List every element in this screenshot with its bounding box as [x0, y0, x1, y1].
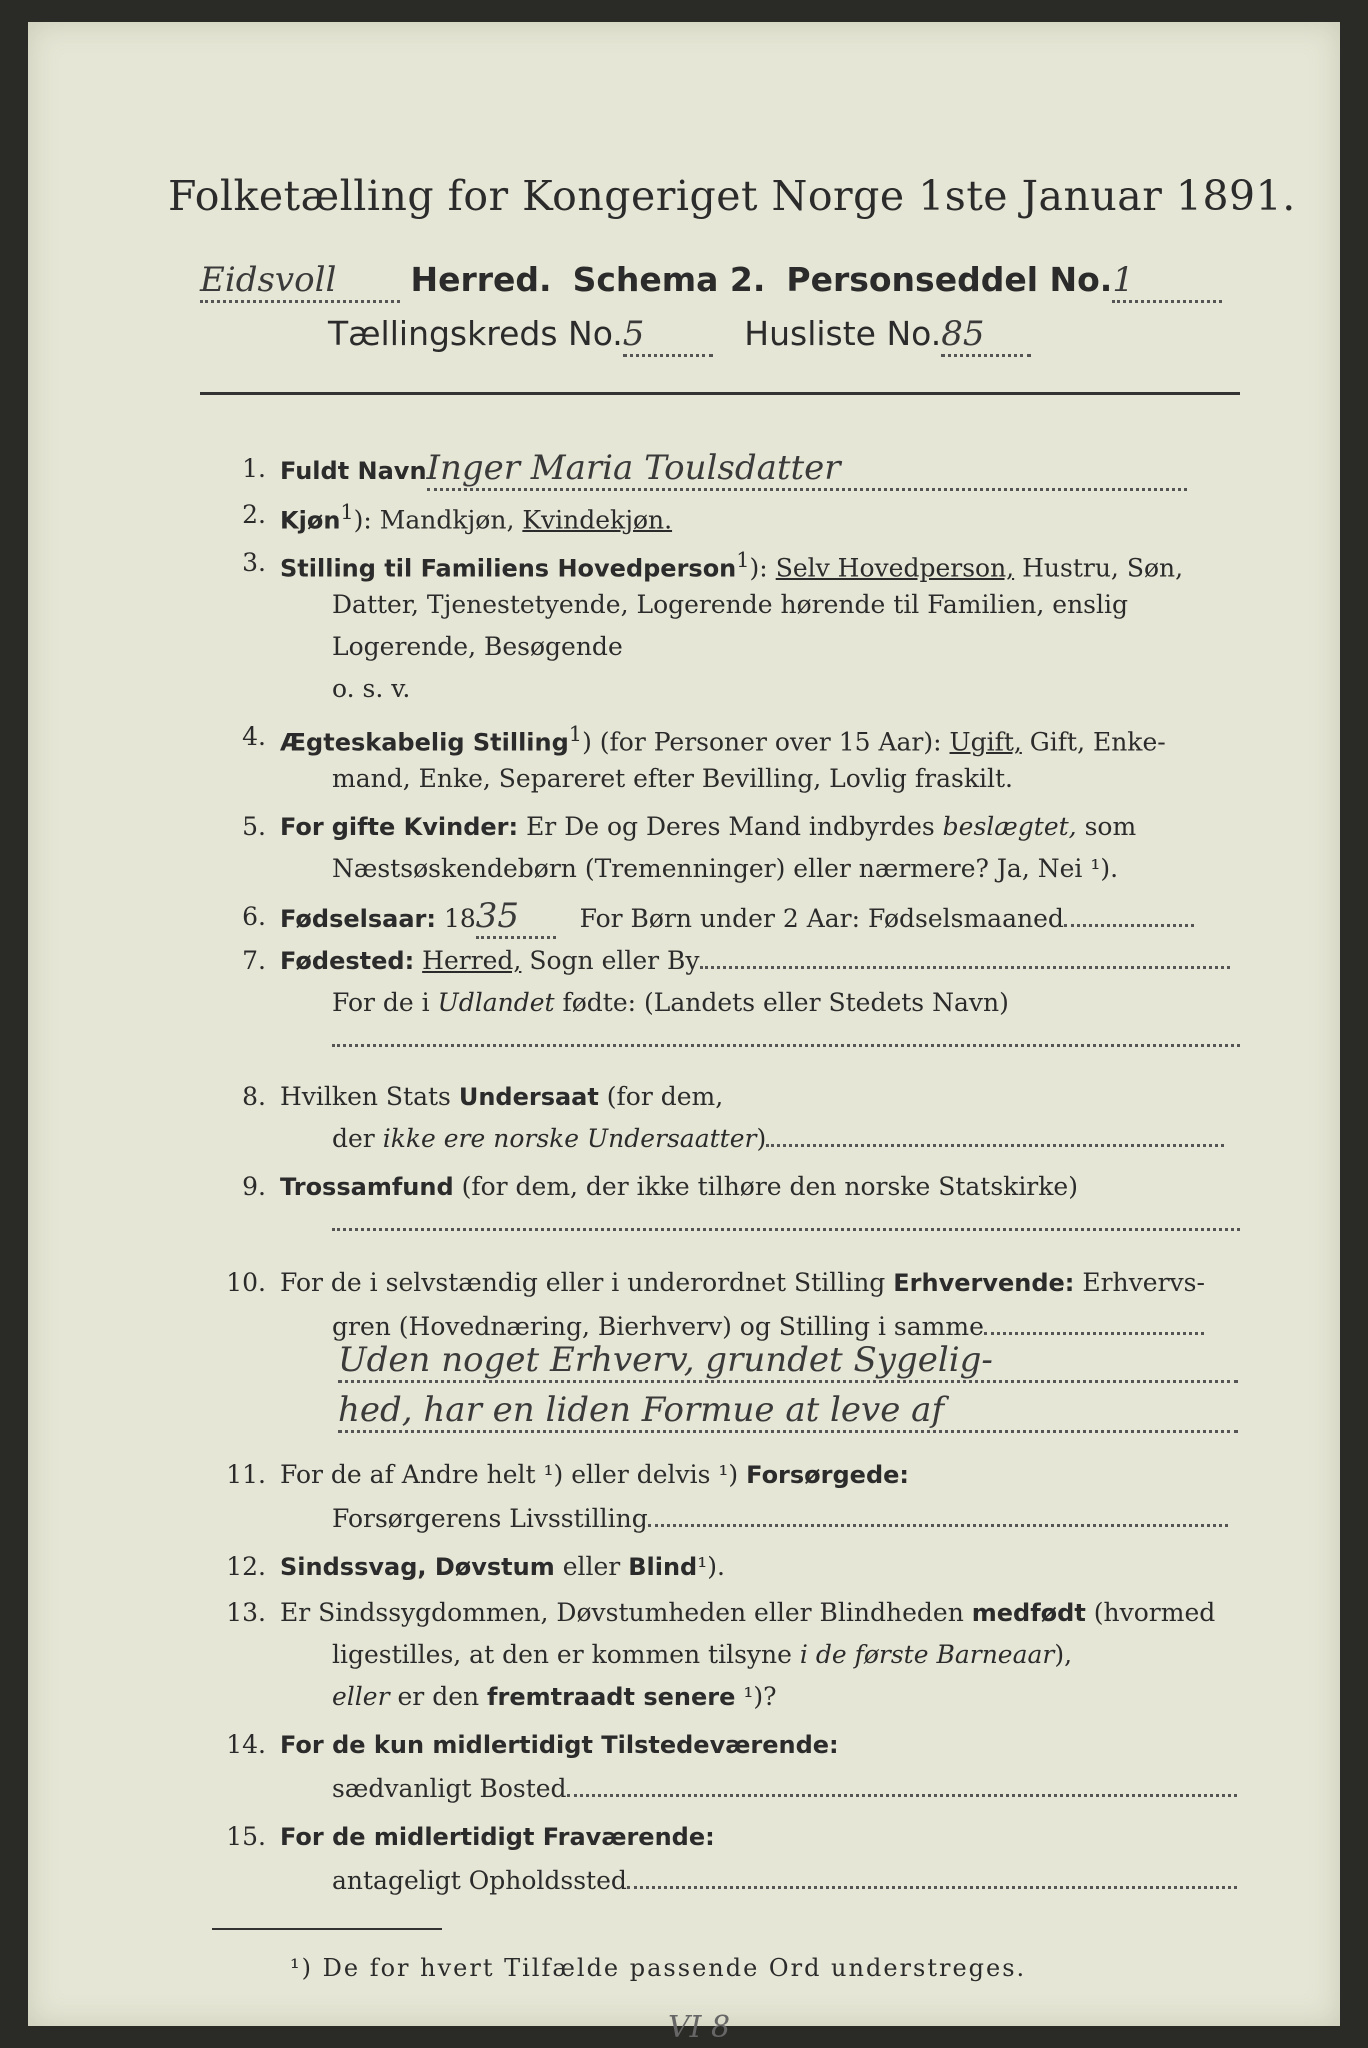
text: ):	[749, 553, 768, 583]
text: som	[1084, 812, 1137, 841]
label-fuldt-navn: Fuldt Navn	[280, 457, 427, 485]
text: gren (Hovednæring, Bierhverv) og Stilling i samme	[332, 1312, 984, 1341]
label-erhverv: Erhvervende:	[893, 1269, 1075, 1297]
kreds-label: Tællingskreds No.	[328, 314, 623, 353]
item-aegteskab	[280, 722, 1166, 756]
answer-erhverv-2: hed, har en liden Formue at leve af	[338, 1390, 1238, 1433]
text-italic: i de første Barneaar	[799, 1640, 1055, 1669]
fill-line	[1064, 924, 1194, 927]
text: Er De og Deres Mand indbyrdes	[526, 812, 935, 841]
stilling-line4: o. s. v.	[332, 674, 411, 703]
label-sindssvag: Sindssvag, Døvstum	[280, 1553, 555, 1581]
footnote-mark: 1	[340, 500, 354, 524]
answer-fodselsaar: 35	[476, 896, 556, 939]
text: eller	[562, 1552, 621, 1581]
footnote-mark: 1	[736, 548, 750, 572]
personseddel-label: Personseddel No.	[786, 260, 1113, 299]
text: sædvanligt Bosted	[332, 1774, 567, 1803]
item-fodested	[280, 946, 1230, 975]
text: antageligt Opholdssted	[332, 1866, 627, 1895]
text: )	[756, 1124, 767, 1153]
item-number: 12.	[226, 1552, 266, 1581]
text: (for dem,	[606, 1082, 724, 1111]
item-stilling	[280, 548, 1183, 582]
fill-line	[332, 1208, 1240, 1237]
item-gifte-kvinder	[280, 812, 1136, 841]
item-number: 7.	[242, 946, 266, 975]
herred-value: Eidsvoll	[200, 260, 400, 303]
erhverv-line2	[332, 1312, 1204, 1341]
personseddel-value: 1	[1112, 260, 1222, 303]
item-fodselsaar	[280, 896, 1194, 939]
item-fuldt-navn	[280, 448, 1187, 491]
item-forsorgede	[280, 1460, 909, 1489]
answer-erhverv-1: Uden noget Erhverv, grundet Sygelig-	[338, 1340, 1238, 1383]
item-number: 5.	[242, 812, 266, 841]
item-number: 8.	[242, 1082, 266, 1111]
fill-line	[332, 1024, 1240, 1053]
tilstede-line2	[332, 1774, 1237, 1803]
form-title: Folketælling for Kongeriget Norge 1ste Januar 1891.	[168, 172, 1296, 220]
label-gifte-kvinder: gifte Kvinder:	[331, 813, 519, 841]
text: ¹).	[697, 1552, 725, 1581]
label-undersaat: Undersaat	[458, 1083, 599, 1111]
stilling-line3: Logerende, Besøgende	[332, 632, 623, 661]
text-italic: ikke ere norske Undersaatter	[382, 1124, 757, 1153]
item-number: 14.	[226, 1730, 266, 1759]
text: fødte: (Landets eller Stedets Navn)	[562, 988, 1009, 1017]
stilling-selected: Selv Hovedperson,	[775, 553, 1015, 583]
footnote: ¹) De for hvert Tilfælde passende Ord understreges.	[290, 1954, 1027, 1982]
label-aegteskab: Ægteskabelig Stilling	[280, 728, 569, 757]
text: der	[332, 1124, 375, 1153]
item-medfodt	[280, 1598, 1215, 1627]
text: (hvormed	[1093, 1598, 1216, 1627]
text-italic: beslægtet,	[942, 812, 1077, 841]
item-number: 3.	[242, 548, 266, 577]
label-trossamfund: Trossamfund	[280, 1173, 454, 1201]
item-number: 9.	[242, 1172, 266, 1201]
label-fodselsaar: Fødselsaar:	[280, 905, 436, 933]
footnote-mark: 1	[568, 722, 583, 746]
item-number: 4.	[242, 722, 266, 751]
herred-label: Herred.	[410, 260, 552, 299]
item-undersaat	[280, 1082, 723, 1111]
item-sindssvag	[280, 1552, 725, 1581]
item-tilstede	[280, 1730, 839, 1759]
medfodt-line2	[332, 1640, 1072, 1669]
item-number: 6.	[242, 902, 266, 931]
year-prefix: 18	[443, 904, 476, 933]
text: Gift, Enke-	[1029, 727, 1166, 757]
text: For de i	[332, 988, 430, 1017]
text: (for dem, der ikke tilhøre den norske Statskirke)	[461, 1172, 1078, 1201]
stilling-line2: Datter, Tjenestetyende, Logerende hørende til Familien, enslig	[332, 590, 1129, 619]
label-blind: Blind	[628, 1553, 698, 1581]
husliste-value: 85	[941, 314, 1031, 357]
forsorgede-line2	[332, 1504, 1228, 1533]
text: For de i selvstændig eller i underordnet Stilling	[280, 1268, 886, 1297]
kjon-options: ): Mandkjøn,	[353, 505, 515, 535]
census-form	[28, 22, 1340, 2045]
text: Er Sindssygdommen, Døvstumheden eller Blindheden	[280, 1598, 964, 1627]
item-fravaerende	[280, 1822, 715, 1851]
text: ¹)?	[743, 1682, 777, 1711]
header-herred-line	[200, 260, 1222, 303]
label-fodested: Fødested:	[280, 947, 415, 975]
text-italic: Udlandet	[437, 988, 555, 1017]
margin-note: VI 8	[668, 2010, 731, 2045]
fill-line	[567, 1794, 1237, 1797]
text: ) (for Personer over 15 Aar):	[582, 727, 942, 757]
item-number: 15.	[226, 1822, 266, 1851]
text: For Børn under 2 Aar: Fødselsmaaned	[579, 904, 1064, 933]
label-forsorgede: Forsørgede:	[746, 1461, 910, 1489]
aegteskab-selected: Ugift,	[949, 727, 1022, 757]
label-fravaerende: For de midlertidigt Fraværende:	[280, 1823, 715, 1851]
item-kjon	[280, 500, 672, 534]
medfodt-line3	[332, 1682, 777, 1711]
text: Hustru, Søn,	[1022, 553, 1184, 583]
text: Forsørgerens Livsstilling	[332, 1504, 648, 1533]
item-number: 10.	[226, 1268, 266, 1297]
item-number: 13.	[226, 1598, 266, 1627]
item-number: 1.	[242, 454, 266, 483]
label-fremtraadt: fremtraadt senere	[487, 1683, 736, 1711]
label-for: For	[280, 813, 324, 841]
item-number: 11.	[226, 1460, 266, 1489]
schema-label: Schema 2.	[572, 260, 766, 299]
label-medfodt: medfødt	[971, 1599, 1086, 1627]
fill-line	[766, 1144, 1224, 1147]
fill-line	[700, 966, 1230, 969]
footnote-divider	[212, 1928, 442, 1930]
item-number: 2.	[242, 500, 266, 529]
answer-fuldt-navn: Inger Maria Toulsdatter	[427, 448, 1187, 491]
text: For de af Andre helt ¹) eller delvis ¹)	[280, 1460, 739, 1489]
text: ligestilles, at den er kommen tilsyne	[332, 1640, 792, 1669]
undersaat-line2	[332, 1124, 1224, 1153]
text: ),	[1054, 1640, 1073, 1669]
text: Erhvervs-	[1082, 1268, 1205, 1297]
fodested-selected: Herred,	[422, 946, 522, 975]
label-stilling: Stilling til Familiens Hovedperson	[280, 554, 737, 583]
gifte-kvinder-line2: Næstsøskendebørn (Tremenninger) eller nærmere? Ja, Nei ¹).	[332, 854, 1119, 883]
text: Sogn eller By	[529, 946, 700, 975]
fodested-line2	[332, 988, 1009, 1017]
husliste-label: Husliste No.	[744, 314, 942, 353]
label-tilstede: For de kun midlertidigt Tilstedeværende:	[280, 1731, 839, 1759]
fill-line	[627, 1886, 1237, 1889]
kjon-selected: Kvindekjøn.	[522, 505, 673, 535]
text: Hvilken Stats	[280, 1082, 451, 1111]
aegteskab-line2: mand, Enke, Separeret efter Bevilling, Lovlig fraskilt.	[332, 764, 1013, 793]
item-trossamfund	[280, 1172, 1078, 1201]
item-erhverv	[280, 1268, 1205, 1297]
header-kreds-line	[328, 314, 1031, 357]
text-italic: eller	[332, 1682, 390, 1711]
fill-line	[648, 1524, 1228, 1527]
fravaerende-line2	[332, 1866, 1237, 1895]
kreds-value: 5	[623, 314, 713, 357]
fill-line	[984, 1332, 1204, 1335]
header-divider	[200, 392, 1240, 395]
text: er den	[397, 1682, 480, 1711]
label-kjon: Kjøn	[280, 506, 341, 535]
